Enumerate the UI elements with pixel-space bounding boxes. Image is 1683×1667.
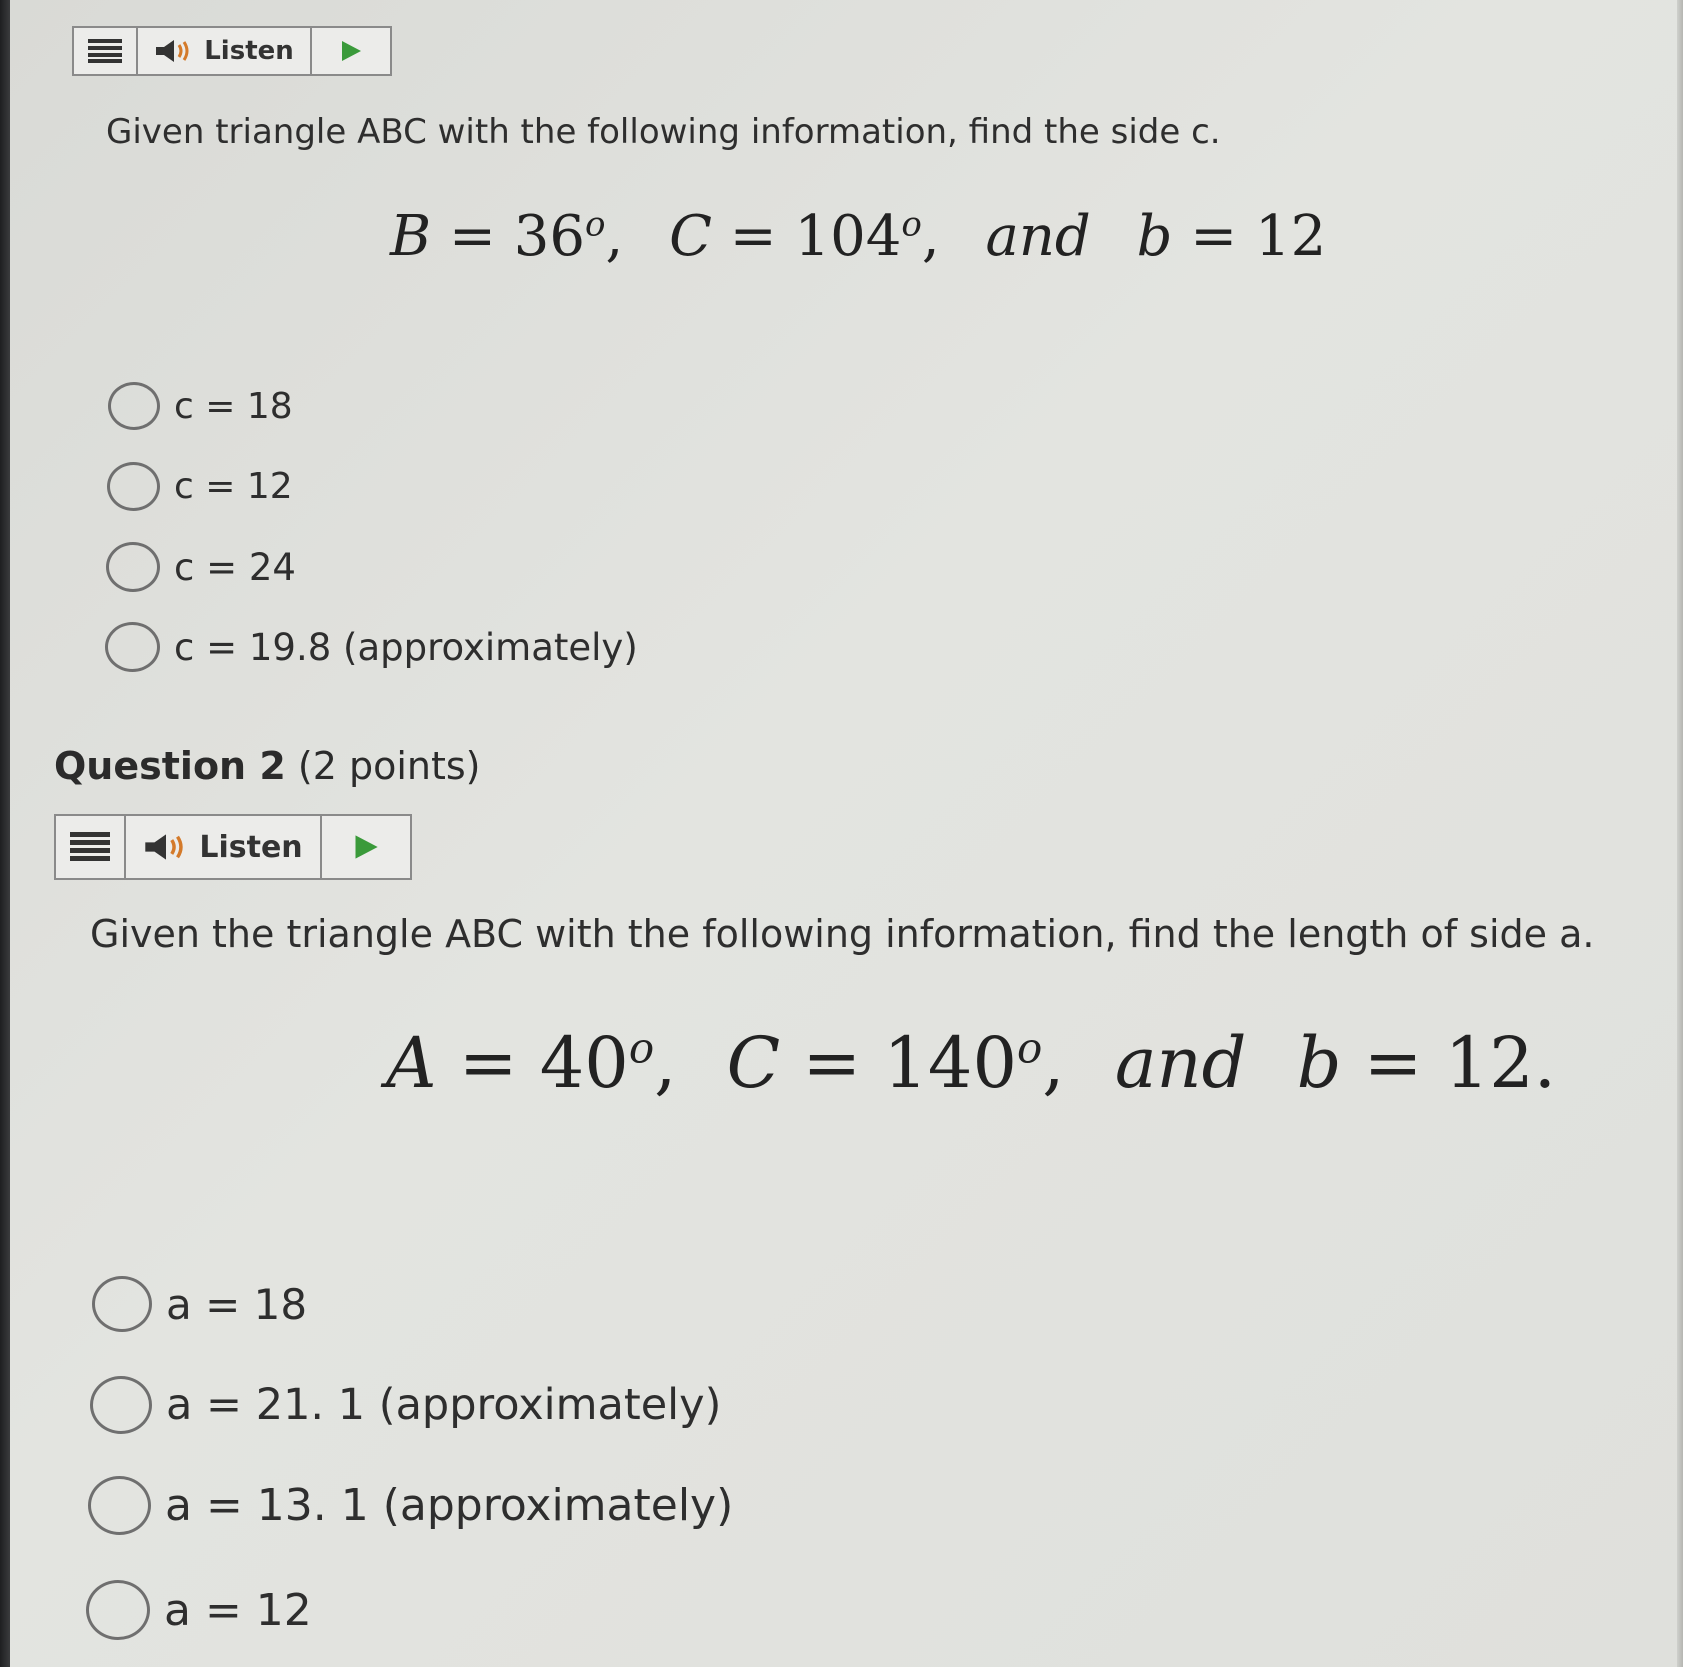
radio-button[interactable] — [106, 542, 160, 592]
answer-option[interactable] — [108, 382, 293, 430]
menu-icon — [88, 39, 122, 63]
listen-toolbar-q1 — [72, 26, 392, 76]
listen-button[interactable] — [138, 28, 312, 74]
answer-option[interactable] — [88, 1476, 733, 1535]
option-label: a = 12 — [164, 1584, 312, 1636]
radio-button[interactable] — [92, 1276, 152, 1332]
radio-button[interactable] — [105, 622, 160, 672]
question-1-prompt: Given triangle ABC with the following information, find the side c. — [106, 112, 1221, 152]
menu-icon — [70, 832, 110, 862]
option-label: a = 13. 1 (approximately) — [165, 1480, 734, 1531]
question-2-prompt: Given the triangle ABC with the following information, find the length of side a. — [90, 912, 1595, 956]
play-button[interactable] — [312, 28, 390, 74]
answer-option[interactable] — [92, 1276, 307, 1332]
option-label: c = 19.8 (approximately) — [174, 625, 638, 669]
radio-button[interactable] — [107, 462, 160, 511]
option-label: a = 18 — [166, 1279, 308, 1329]
play-icon — [352, 833, 380, 861]
question-2-number: Question 2 — [54, 744, 286, 788]
radio-button[interactable] — [88, 1476, 151, 1535]
answer-option[interactable] — [105, 622, 638, 672]
question-2-heading — [54, 744, 481, 788]
question-2-points: (2 points) — [297, 744, 481, 788]
option-label: a = 21. 1 (approximately) — [166, 1380, 722, 1430]
radio-button[interactable] — [86, 1580, 150, 1640]
option-label: c = 18 — [174, 385, 293, 427]
listen-label: Listen — [204, 36, 294, 66]
listen-button[interactable] — [126, 816, 322, 878]
speaker-icon — [154, 38, 194, 64]
answer-option[interactable] — [90, 1376, 721, 1434]
question-1-equation: $B = 36^o$, $C = 104^o$, and b = 12 — [390, 204, 1327, 269]
radio-button[interactable] — [90, 1376, 152, 1434]
option-label: c = 24 — [174, 545, 296, 589]
quiz-page — [10, 0, 1677, 1667]
option-label: c = 12 — [174, 466, 293, 507]
answer-option[interactable] — [106, 542, 296, 592]
menu-button[interactable] — [56, 816, 126, 878]
answer-option[interactable] — [107, 462, 293, 511]
listen-toolbar-q2 — [54, 814, 412, 880]
speaker-icon — [143, 832, 189, 862]
play-icon — [339, 39, 363, 63]
menu-button[interactable] — [74, 28, 138, 74]
play-button[interactable] — [322, 816, 410, 878]
screen-left-bezel — [0, 0, 10, 1667]
question-2-equation: $A = 40^o$, $C = 140^o$, and b = 12. — [386, 1022, 1557, 1104]
answer-option[interactable] — [86, 1580, 312, 1640]
listen-label: Listen — [199, 829, 303, 865]
radio-button[interactable] — [108, 382, 160, 430]
screen-right-bezel — [1677, 0, 1683, 1667]
